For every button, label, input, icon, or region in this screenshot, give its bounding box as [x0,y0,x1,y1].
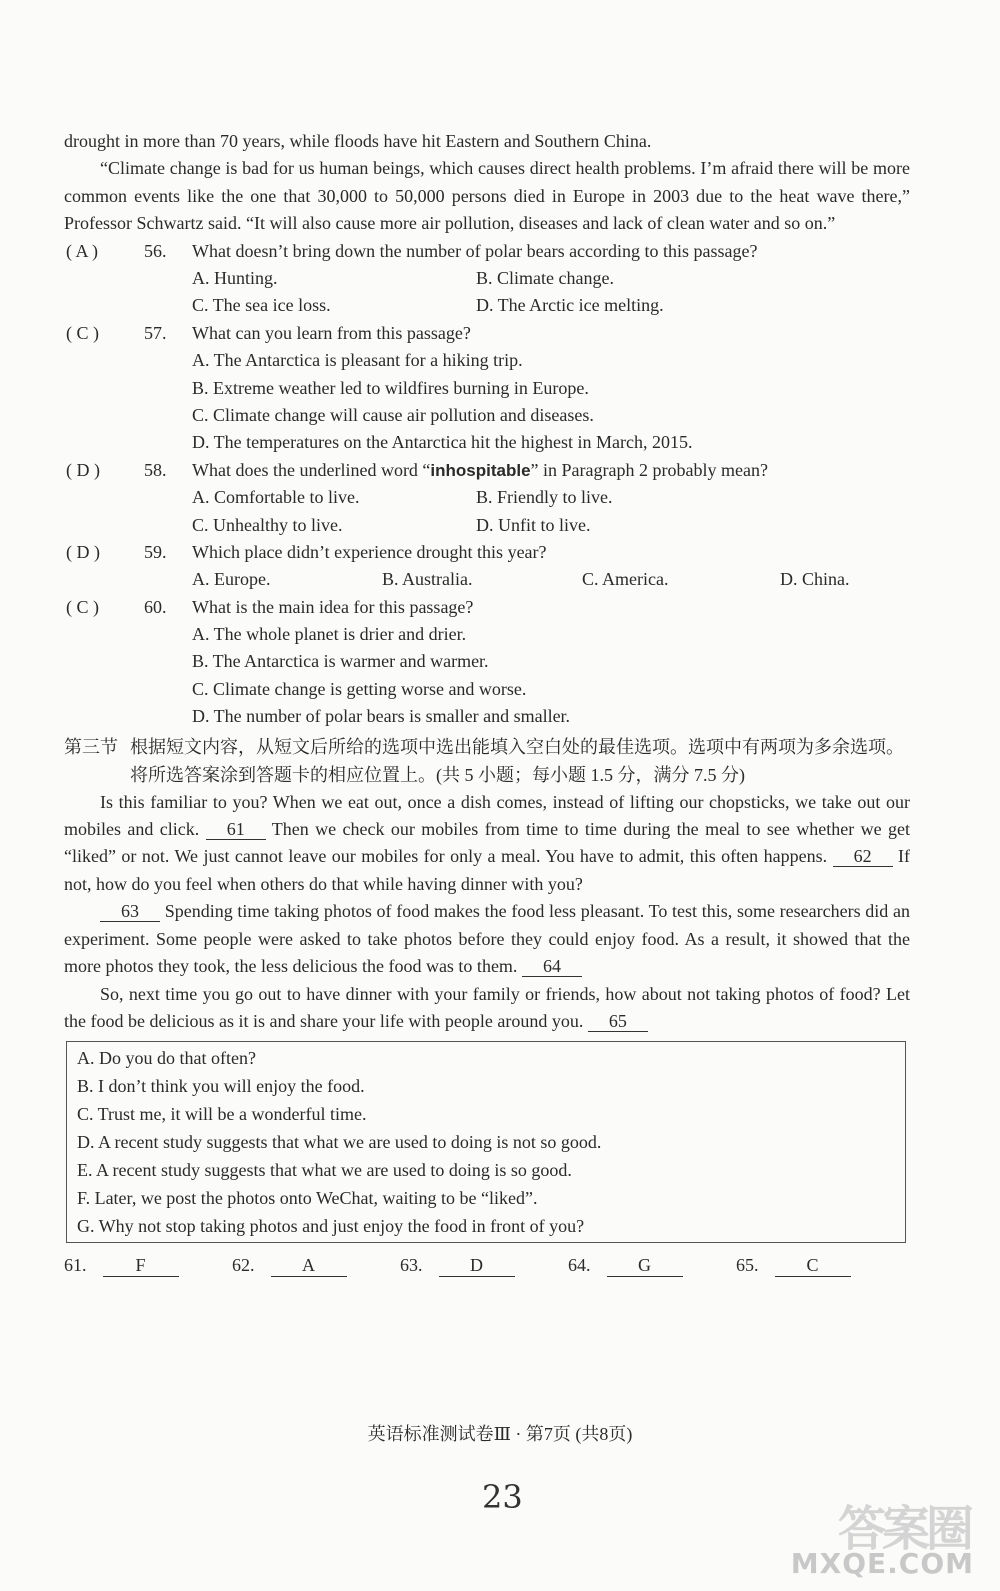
cloze-text: Then we check our mobiles from time to time during the meal to see whether we get “liked” or not. We just cannot leave our mobiles for only a meal. You have to admit, this often happens. [64,819,910,867]
option: D. The temperatures on the Antarctica hit the highest in March, 2015. [192,432,693,453]
question-stem: What is the main idea for this passage? [192,596,474,617]
answer-65 [736,1255,851,1277]
section-instruction [64,733,910,789]
option: C. Unhealthy to live. [192,514,343,535]
options-row [64,648,910,675]
option: A. Comfortable to live. [192,487,360,508]
watermark-url: MXQE.COM [790,1547,974,1580]
option: B. Extreme weather led to wildfires burning in Europe. [192,377,589,398]
option: C. America. [582,569,669,590]
options-row [64,402,910,429]
question-number: 60. [144,596,167,617]
choice-item: A. Do you do that often? [77,1048,256,1069]
option: B. Friendly to live. [476,487,613,508]
question-stem: Which place didn’t experience drought this year? [192,541,547,562]
question-60 [64,594,910,621]
options-row [64,703,910,730]
choices-box [66,1041,906,1243]
watermark [790,1484,980,1584]
cloze-text: Is this familiar to you? When we eat out, once a dish comes, instead of lifting our chopsticks, we take out our mobiles and click. [64,791,910,840]
question-stem: What doesn’t bring down the number of polar bears according to this passage? [192,240,758,261]
answer-num: 63. [400,1255,423,1276]
passage-line: drought in more than 70 years, while floods have hit Eastern and Southern China. [64,131,652,151]
option: A. Europe. [192,569,271,590]
option: A. The whole planet is drier and drier. [192,624,467,645]
blank-64: 64 [522,956,582,977]
options-row [64,265,910,292]
question-number: 58. [144,459,167,480]
answer-mark: ( C ) [66,322,99,343]
options-row [64,429,910,456]
option: C. Climate change is getting worse and worse. [192,678,527,699]
options-row [64,375,910,402]
answer-value: C [775,1255,851,1277]
answer-value: G [607,1255,683,1277]
answer-63 [400,1255,515,1277]
choice-item: F. Later, we post the photos onto WeChat, waiting to be “liked”. [77,1188,538,1209]
answer-line [64,1249,910,1289]
question-57 [64,320,910,347]
question-number: 59. [144,541,167,562]
options-row [64,621,910,648]
stem-text: What does the underlined word “ [192,459,431,480]
question-59 [64,539,910,566]
option: D. The Arctic ice melting. [476,295,664,316]
answer-mark: ( D ) [66,541,100,562]
option: C. Climate change will cause air pollution and diseases. [192,404,594,425]
cloze-text: If not, how do you feel when others do that while having dinner with you? [64,846,911,894]
exam-page [64,128,910,1289]
option: B. The Antarctica is warmer and warmer. [192,651,489,672]
question-number: 57. [144,322,167,343]
answer-value: A [271,1255,347,1277]
option: B. Climate change. [476,268,614,289]
answer-num: 62. [232,1255,255,1276]
section-tag: 第三节 [64,736,118,757]
answer-mark: ( C ) [66,596,99,617]
question-56 [64,238,910,265]
cloze-paragraph-3 [64,981,910,1036]
cloze-text: Spending time taking photos of food makes the food less pleasant. To test this, some researchers did an experiment. Some people were asked to take photos before they could enjoy food. As a result, it showed that the more photos they took, the less delicious the food was to them. [64,901,911,977]
question-58 [64,457,910,484]
answer-num: 65. [736,1255,759,1276]
answer-64 [568,1255,683,1277]
choice-item: B. I don’t think you will enjoy the food. [77,1076,365,1097]
option: A. Hunting. [192,268,278,289]
cloze-paragraph-1 [64,789,910,899]
blank-63: 63 [100,901,160,922]
answer-mark: ( D ) [66,459,100,480]
option: C. The sea ice loss. [192,295,331,316]
cloze-paragraph-2 [64,898,910,980]
blank-61: 61 [206,819,266,840]
question-stem [192,457,768,484]
section-text: 根据短文内容，从短文后所给的选项中选出能填入空白处的最佳选项。选项中有两项为多余选项。将所选答案涂到答题卡的相应位置上。(共 5 小题；每小题 1.5 分，满分 7.5 分) [130,736,904,785]
answer-62 [232,1255,347,1277]
stem-text: ” in Paragraph 2 probably mean? [530,459,768,480]
answer-value: D [439,1255,515,1277]
choice-item: G. Why not stop taking photos and just enjoy the food in front of you? [77,1216,585,1237]
option: D. China. [780,569,850,590]
answer-value: F [103,1255,179,1277]
choice-item: D. A recent study suggests that what we are used to doing is not so good. [77,1132,602,1153]
underlined-word: inhospitable [430,460,531,480]
option: D. Unfit to live. [476,514,591,535]
options-row [64,512,910,539]
answer-61 [64,1255,179,1277]
choice-item: E. A recent study suggests that what we are used to doing is so good. [77,1160,572,1181]
watermark-logo: 答案圈 [837,1501,970,1557]
options-row [64,292,910,319]
cloze-text: So, next time you go out to have dinner with your family or friends, how about not taking photos of food? Let the food be delicious as it is and share your life with people around you. [64,983,910,1031]
option: B. Australia. [382,569,473,590]
blank-65: 65 [588,1011,648,1032]
option: D. The number of polar bears is smaller and smaller. [192,706,571,727]
options-row [64,347,910,374]
options-row [64,566,910,593]
blank-62: 62 [833,846,893,867]
choice-item: C. Trust me, it will be a wonderful time. [77,1104,367,1125]
answer-mark: ( A ) [66,240,99,261]
answer-num: 61. [64,1255,87,1276]
passage-paragraph: “Climate change is bad for us human beings, which causes direct health problems. I’m afraid there will be more common events like the one that 30,000 to 50,000 persons died in Europe in 2003 due to the heat wave there,” Professor Schwartz said. “It will also cause more air pollution, diseases and lack of clean water and so on.” [64,158,910,234]
answer-num: 64. [568,1255,591,1276]
question-number: 56. [144,240,167,261]
options-row [64,676,910,703]
handwritten-page-number: 23 [482,1478,523,1516]
options-row [64,484,910,511]
option: A. The Antarctica is pleasant for a hiking trip. [192,350,523,371]
question-stem: What can you learn from this passage? [192,322,471,343]
page-footer: 英语标准测试卷Ⅲ · 第7页 (共8页) [367,1424,633,1444]
